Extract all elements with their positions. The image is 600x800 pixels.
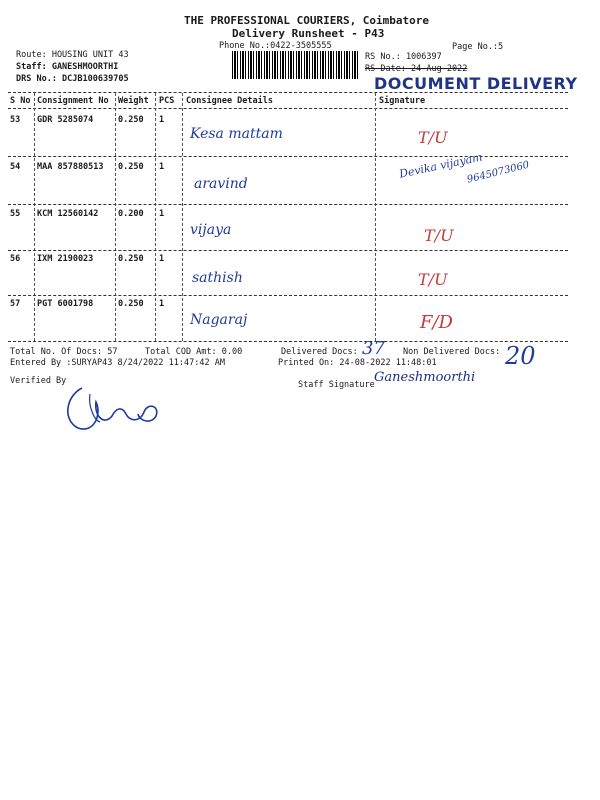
row-consignment: PGT 6001798	[37, 299, 94, 309]
row-weight: 0.200	[118, 209, 144, 219]
col-consignee: Consignee Details	[186, 96, 273, 106]
row-sno: 56	[10, 254, 21, 264]
row-signature-phone: 9645073060	[466, 159, 531, 186]
barcode	[232, 51, 360, 79]
staff-signature-label: Staff Signature	[298, 380, 375, 390]
row-pcs: 1	[159, 162, 165, 172]
row-weight: 0.250	[118, 254, 144, 264]
document-delivery-stamp: DOCUMENT DELIVERY	[374, 74, 578, 93]
row-consignment: IXM 2190023	[37, 254, 94, 264]
row-sno: 54	[10, 162, 21, 172]
col-consignment: Consignment No	[37, 96, 109, 106]
row-weight: 0.250	[118, 115, 144, 125]
col-pcs: PCS	[159, 96, 175, 106]
row-consignment: GDR 5285074	[37, 115, 94, 125]
drs-number: DRS No.: DCJB100639705	[16, 74, 129, 84]
page-number: Page No.:5	[452, 42, 504, 52]
row-signature-handwritten: T/U	[424, 226, 454, 245]
total-docs: Total No. Of Docs: 57	[10, 347, 118, 357]
table-bottom-divider	[8, 341, 568, 342]
row-consignee-handwritten: Kesa mattam	[190, 126, 283, 142]
row-weight: 0.250	[118, 162, 144, 172]
row-pcs: 1	[159, 115, 165, 125]
row-divider	[8, 204, 568, 205]
column-divider	[34, 93, 35, 341]
header-divider	[8, 108, 568, 109]
row-consignee-handwritten: aravind	[194, 176, 248, 192]
row-consignee-handwritten: Nagaraj	[190, 312, 248, 328]
total-cod: Total COD Amt: 0.00	[145, 347, 243, 357]
delivered-docs-label: Delivered Docs:	[281, 347, 358, 357]
runsheet-subtitle: Delivery Runsheet - P43	[232, 27, 385, 40]
row-consignment: KCM 12560142	[37, 209, 99, 219]
row-weight: 0.250	[118, 299, 144, 309]
rs-number: RS No.: 1006397	[365, 52, 442, 62]
column-divider	[182, 93, 183, 341]
row-signature-handwritten: Devika vijayam	[398, 150, 484, 181]
row-divider	[8, 295, 568, 296]
row-signature-handwritten: F/D	[420, 312, 453, 333]
verified-signature-scribble	[60, 376, 170, 436]
row-sno: 57	[10, 299, 21, 309]
rs-date: RS Date: 24-Aug-2022	[365, 64, 468, 74]
row-consignee-handwritten: sathish	[192, 270, 243, 286]
row-signature-handwritten: T/U	[418, 270, 448, 289]
entered-by: Entered By :SURYAP43 8/24/2022 11:47:42 AM	[10, 358, 225, 368]
row-divider	[8, 250, 568, 251]
col-signature: Signature	[379, 96, 426, 106]
column-divider	[375, 93, 376, 341]
row-sno: 53	[10, 115, 21, 125]
table-top-divider	[8, 92, 568, 93]
route-label: Route: HOUSING UNIT 43	[16, 50, 129, 60]
printed-on: Printed On: 24-08-2022 11:48:01	[278, 358, 437, 368]
column-divider	[155, 93, 156, 341]
row-divider	[8, 156, 568, 157]
col-weight: Weight	[118, 96, 149, 106]
delivered-docs-handwritten: 37	[362, 338, 385, 359]
company-title: THE PROFESSIONAL COURIERS, Coimbatore	[184, 14, 430, 27]
row-consignee-handwritten: vijaya	[190, 222, 232, 238]
staff-label: Staff: GANESHMOORTHI	[16, 62, 119, 72]
row-signature-handwritten: T/U	[418, 128, 448, 147]
row-consignment: MAA 857880513	[37, 162, 104, 172]
non-delivered-docs-handwritten: 20	[505, 342, 536, 370]
staff-signature-handwritten: Ganeshmoorthi	[374, 370, 476, 385]
column-divider	[115, 93, 116, 341]
row-pcs: 1	[159, 299, 165, 309]
non-delivered-docs-label: Non Delivered Docs:	[403, 347, 501, 357]
row-sno: 55	[10, 209, 21, 219]
phone-number: Phone No.:0422-3505555	[219, 41, 332, 51]
verified-by-label: Verified By	[10, 376, 67, 386]
row-pcs: 1	[159, 209, 165, 219]
row-pcs: 1	[159, 254, 165, 264]
col-sno: S No	[10, 96, 31, 106]
